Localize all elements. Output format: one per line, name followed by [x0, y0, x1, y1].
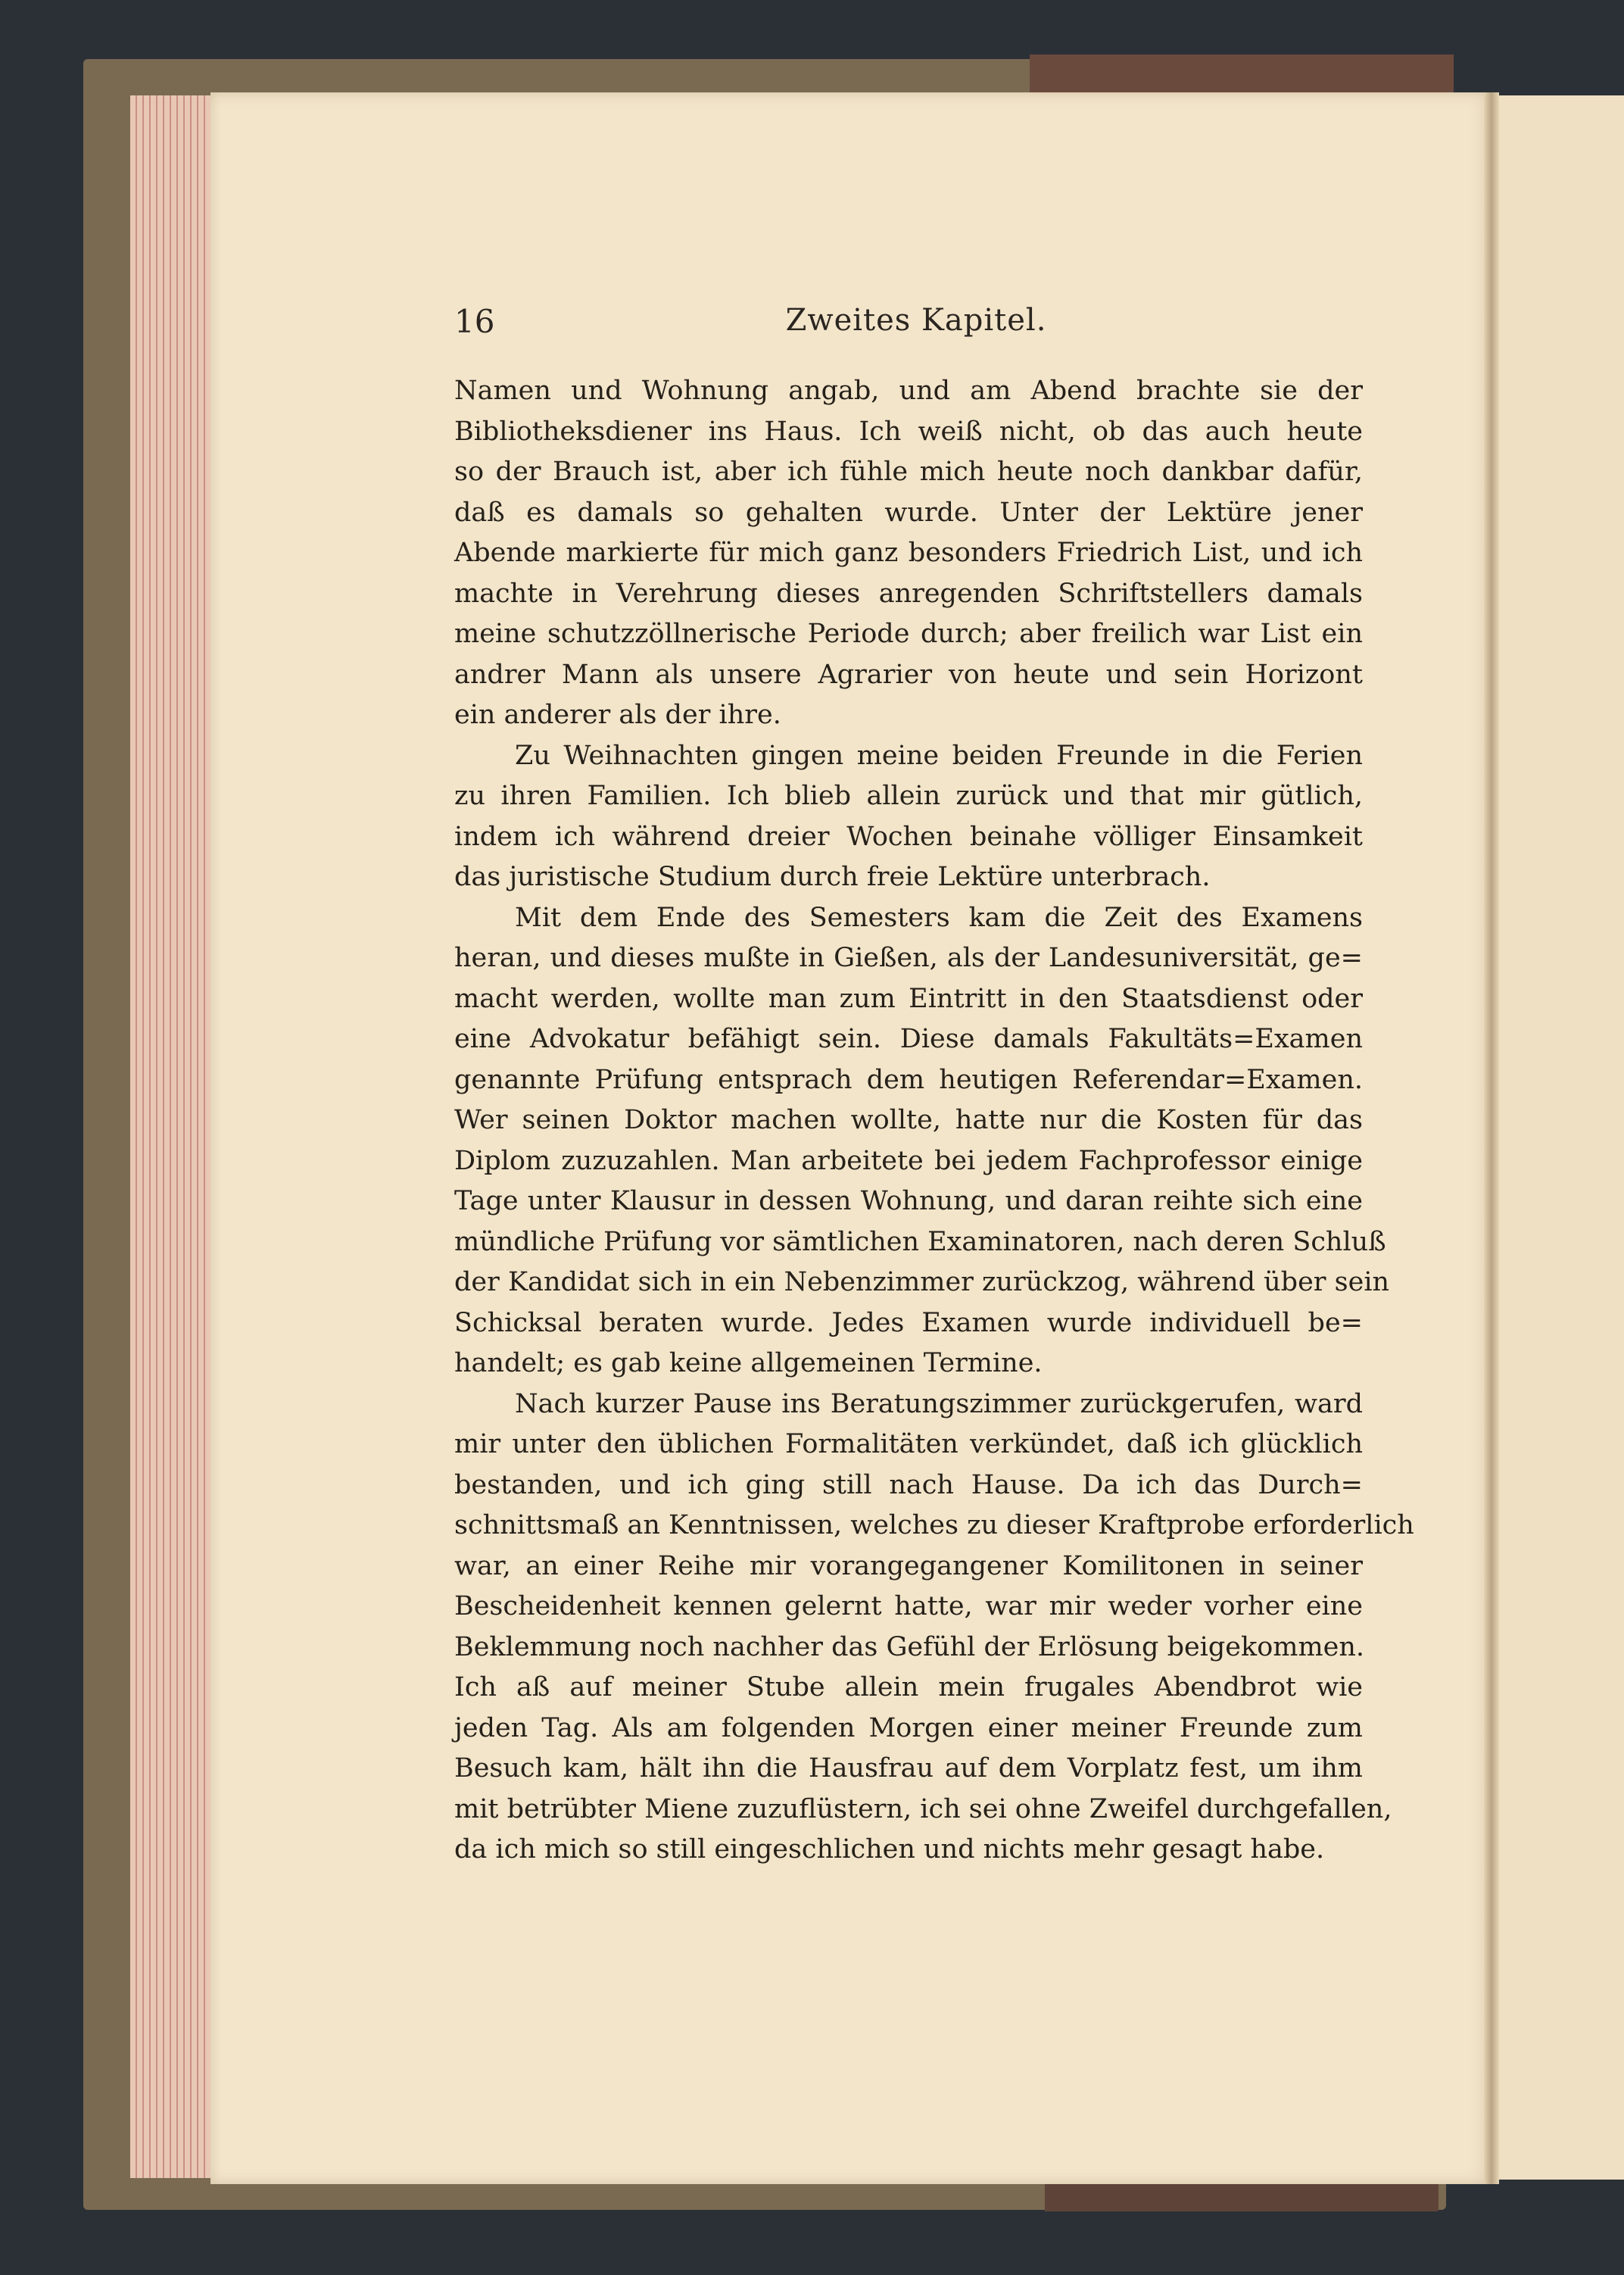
text-line: indem ich während dreier Wochen beinahe völliger Einsamkeit — [454, 821, 1363, 852]
text-line: da ich mich so still eingeschlichen und nichts mehr gesagt habe. — [454, 1834, 1325, 1865]
text-line: Abende markierte für mich ganz besonders Friedrich List, und ich — [454, 538, 1363, 568]
paragraph — [454, 736, 1363, 898]
text-line: handelt; es gab keine allgemeinen Termine. — [454, 1348, 1043, 1378]
body-text — [454, 371, 1414, 1871]
page-gutter — [1484, 92, 1499, 2184]
text-line: Besuch kam, hält ihn die Hausfrau auf dem Vorplatz fest, um ihm — [454, 1753, 1363, 1783]
text-line: machte in Verehrung dieses anregenden Schriftstellers damals — [454, 578, 1363, 609]
text-line: so der Brauch ist, aber ich fühle mich heute noch dankbar dafür, — [454, 457, 1363, 487]
text-line: heran, und dieses mußte in Gießen, als der Landesuniversität, ge= — [454, 943, 1363, 973]
text-line: Wer seinen Doktor machen wollte, hatte nur die Kosten für das — [454, 1105, 1363, 1135]
text-line: mir unter den üblichen Formalitäten verkündet, daß ich glücklich — [454, 1429, 1363, 1459]
text-line: Schicksal beraten wurde. Jedes Examen wurde individuell be= — [454, 1307, 1363, 1338]
text-line: das juristische Studium durch freie Lektüre unterbrach. — [454, 862, 1211, 892]
text-line: war, an einer Reihe mir vorangegangener Komilitonen in seiner — [454, 1550, 1363, 1581]
text-line: der Kandidat sich in ein Nebenzimmer zurückzog, während über sein — [454, 1267, 1390, 1297]
text-line: andrer Mann als unsere Agrarier von heute und sein Horizont — [454, 659, 1363, 690]
text-line: meine schutzzöllnerische Periode durch; aber freilich war List ein — [454, 619, 1363, 649]
text-line: zu ihren Familien. Ich blieb allein zurück und that mir gütlich, — [454, 781, 1363, 811]
paragraph — [454, 898, 1390, 1384]
running-head: Zweites Kapitel. — [785, 303, 1047, 338]
text-line: Diplom zuzuzahlen. Man arbeitete bei jedem Fachprofessor einige — [454, 1145, 1363, 1176]
text-line: genannte Prüfung entsprach dem heutigen Referendar=Examen. — [454, 1064, 1363, 1095]
text-line: daß es damals so gehalten wurde. Unter der Lektüre jener — [454, 497, 1363, 528]
text-line: jeden Tag. Als am folgenden Morgen einer meiner Freunde zum — [454, 1712, 1363, 1743]
text-line: Bescheidenheit kennen gelernt hatte, war mir weder vorher eine — [454, 1591, 1363, 1621]
text-line: bestanden, und ich ging still nach Hause. Da ich das Durch= — [454, 1469, 1363, 1500]
text-line: mit betrübter Miene zuzuflüstern, ich sei ohne Zweifel durchgefallen, — [454, 1793, 1392, 1824]
cover-spine-bottom — [1045, 2181, 1439, 2211]
paragraph — [454, 371, 1363, 736]
page-edges — [130, 95, 221, 2178]
text-line: Ich aß auf meiner Stube allein mein frugales Abendbrot wie — [454, 1672, 1363, 1702]
text-line: eine Advokatur befähigt sein. Diese damals Fakultäts=Examen — [454, 1024, 1363, 1054]
paragraph — [454, 1384, 1414, 1871]
text-line: Zu Weihnachten gingen meine beiden Freunde in die Ferien — [515, 740, 1363, 771]
text-line: mündliche Prüfung vor sämtlichen Examinatoren, nach deren Schluß — [454, 1226, 1386, 1257]
text-line: Bibliotheksdiener ins Haus. Ich weiß nicht, ob das auch heute — [454, 416, 1363, 447]
text-line: Tage unter Klausur in dessen Wohnung, und daran reihte sich eine — [454, 1186, 1363, 1216]
text-line: macht werden, wollte man zum Eintritt in den Staatsdienst oder — [454, 983, 1363, 1014]
cover-spine-top — [1030, 55, 1454, 92]
text-line: schnittsmaß an Kenntnissen, welches zu dieser Kraftprobe erforderlich — [454, 1510, 1414, 1540]
text-line: Mit dem Ende des Semesters kam die Zeit des Examens — [515, 902, 1363, 933]
page-header — [454, 303, 1363, 341]
page-number: 16 — [454, 303, 495, 340]
text-line: Namen und Wohnung angab, und am Abend brachte sie der — [454, 376, 1363, 406]
facing-page — [1496, 95, 1624, 2180]
text-line: Nach kurzer Pause ins Beratungszimmer zurückgerufen, ward — [515, 1388, 1363, 1419]
text-line: ein anderer als der ihre. — [454, 700, 781, 730]
text-line: Beklemmung noch nachher das Gefühl der Erlösung beigekommen. — [454, 1631, 1365, 1662]
